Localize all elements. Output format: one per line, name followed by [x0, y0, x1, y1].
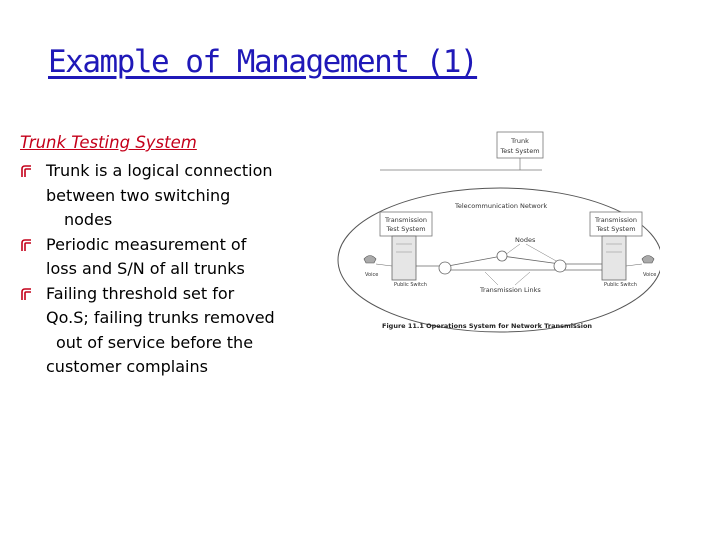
left-box-label: Test System	[386, 225, 426, 233]
links-label: Transmission Links	[480, 286, 541, 294]
right-box-label: Transmission	[595, 216, 637, 224]
figure-caption: Figure 11.1 Operations System for Network Transmission	[382, 322, 593, 330]
bullet-item	[20, 159, 320, 233]
bullet-marker-icon	[20, 238, 32, 252]
bullet-item	[20, 233, 320, 282]
bullet-line: out of service before the	[56, 332, 254, 352]
bullet-list	[20, 159, 320, 380]
right-box-label: Test System	[596, 225, 636, 233]
phone-cord	[376, 264, 392, 266]
phone-icon	[364, 256, 376, 264]
network-node	[554, 260, 566, 272]
bullet-item	[20, 282, 320, 380]
phone-icon	[642, 256, 654, 264]
bullet-line: customer complains	[46, 357, 208, 376]
bullet-marker-icon	[20, 287, 32, 301]
trunk-box-label: Test System	[500, 147, 540, 155]
network-node	[497, 251, 507, 261]
left-box-label: Transmission	[385, 216, 427, 224]
left-switch-label: Public Switch	[394, 282, 427, 288]
bullet-line: between two switching	[46, 185, 231, 205]
bullet-line: nodes	[64, 210, 113, 229]
network-label: Telecommunication Network	[455, 202, 548, 210]
node-pointer-line	[505, 244, 520, 255]
section-heading: Trunk Testing System	[20, 133, 197, 152]
bullet-line: loss and S/N of all trunks	[46, 259, 245, 278]
transmission-link	[448, 256, 602, 266]
bullet-line: Trunk is a logical connection	[46, 161, 273, 180]
voice-left-label: Voice	[365, 272, 379, 278]
link-pointer-line	[515, 272, 530, 285]
network-diagram	[330, 130, 660, 340]
network-node	[439, 262, 451, 274]
left-switch-cabinet	[392, 236, 416, 280]
link-pointer-line	[485, 272, 498, 285]
bullet-line: Qo.S; failing trunks removed	[46, 308, 275, 327]
phone-cord	[626, 264, 642, 266]
right-switch-cabinet	[602, 236, 626, 280]
bullet-marker-icon	[20, 164, 32, 178]
voice-right-label: Voice	[643, 272, 657, 278]
trunk-box-label: Trunk	[511, 137, 529, 145]
right-switch-label: Public Switch	[604, 282, 637, 288]
node-pointer-line	[526, 244, 558, 262]
nodes-label: Nodes	[515, 236, 536, 244]
bullet-line: Failing threshold set for	[46, 283, 235, 303]
bullet-line: Periodic measurement of	[46, 234, 247, 254]
page-title: Example of Management (1)	[48, 44, 478, 80]
